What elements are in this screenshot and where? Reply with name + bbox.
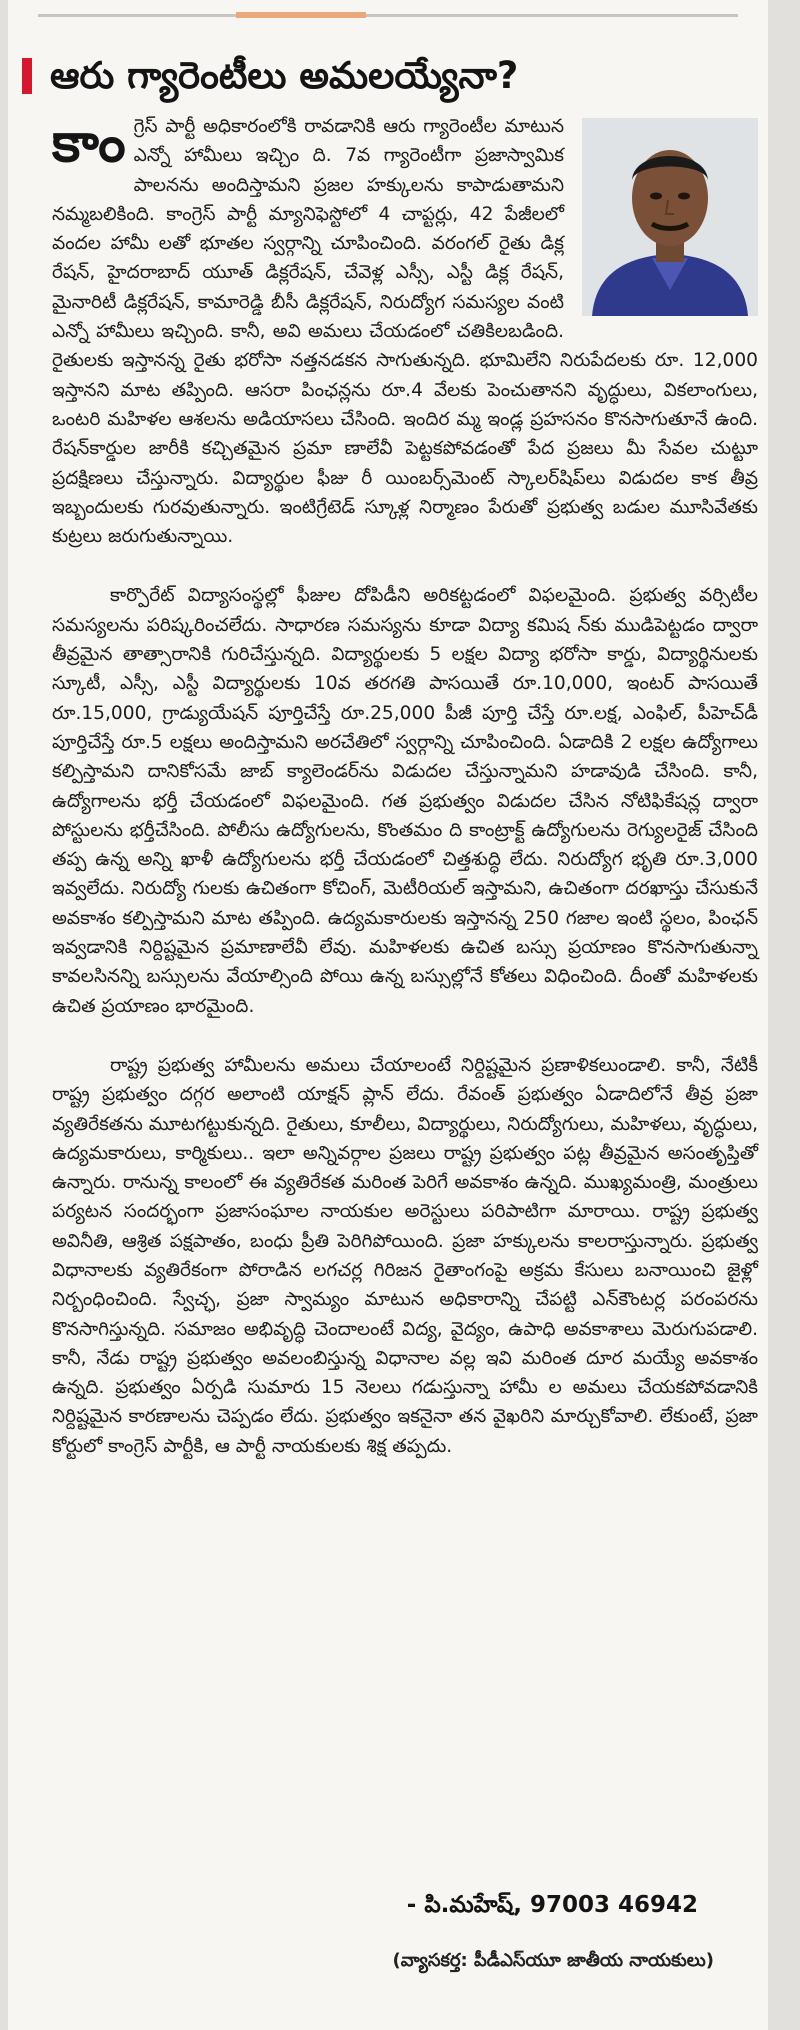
dropcap: కాం [52, 111, 126, 174]
headline-accent-bar [22, 58, 32, 94]
author-designation: (వ్యాసకర్త: పీడీఎస్‌యూ జాతీయ నాయకులు) [392, 1950, 714, 1971]
author-signature: - పి.మహేష్, 97003 46942 [406, 1892, 698, 1918]
author-photo [582, 118, 758, 316]
paragraph-2: కార్పొరేట్ విద్యాసంస్థల్లో ఫీజుల దోపిడీని అరికట్టడంలో విఫలమైంది. ప్రభుత్వ వర్సిటీల సమస్యలను పరిష్కరించలేదు. సాధారణ సమస్యను కూడా విద్యా కమిష న్‌కు ముడిపెట్టడం ద్వారా తీవ్రమైన తాత్సారానికి గురిచేస్తున్నది. విద్యార్థులకు 5 లక్షల విద్యా భరోసా కార్డు, విద్యార్థినులకు స్కూటీ, ఎస్సీ, ఎస్టీ విద్యార్థులకు 10వ తరగతి పాసయితే రూ.10,000, ఇంటర్ పాసయితే రూ.15,000, గ్రాడ్యుయేషన్ పూర్తిచేస్తే రూ.25,000 పీజీ పూర్తి చేస్తే రూ.లక్ష, ఎంఫిల్, పీహెచ్‌డీ పూర్తిచేస్తే రూ.5 లక్షలు అందిస్తామని అరచేతిలో స్వర్గాన్ని చూపించింది. ఏడాదికి 2 లక్షల ఉద్యోగాలు కల్పిస్తామని దానికోసమే జాబ్ క్యాలెండర్‌ను విడుదల చేస్తున్నామని హడావుడి చేసింది. కానీ, ఉద్యోగాలను భర్తీ చేయడంలో విఫలమైంది. గత ప్రభుత్వం విడుదల చేసిన నోటిఫికేషన్ల ద్వారా పోస్టులను భర్తీచేసింది. పోలీసు ఉద్యోగులను, కొంతమం ది కాంట్రాక్ట్ ఉద్యోగులను రెగ్యులరైజ్ చేసింది తప్ప ఉన్న అన్ని ఖాళీ ఉద్యోగులను భర్తీ చేయడంలో చిత్తశుద్ధి లేదు. నిరుద్యోగ భృతి రూ.3,000 ఇవ్వలేదు. నిరుద్యో గులకు ఉచితంగా కోచింగ్, మెటీరియల్ ఇస్తామని, ఉచితంగా దరఖాస్తు చేసుకునే అవకాశం కల్పిస్తామని మాట తప్పింది. ఉద్యమకారులకు ఇస్తానన్న 250 గజాల ఇంటి స్థలం, పింఛన్ ఇవ్వడానికి నిర్దిష్టమైన ప్రమాణాలేవీ లేవు. మహిళలకు ఉచిత బస్సు ప్రయాణం కొనసాగుతున్నా కావలసినన్ని బస్సులను వేయాల్సింది పోయి ఉన్న బస్సుల్లోనే కోతలు విధించింది. దీంతో మహిళలకు ఉచిత ప్రయాణం భారమైంది. [52, 585, 758, 1017]
paragraph-1: గ్రెస్ పార్టీ అధికారంలోకి రావడానికి ఆరు గ్యారెంటీల మాటున ఎన్నో హామీలు ఇచ్చిం ది. 7వ గ్యారెంటీగా ప్రజాస్వామిక పాలనను అందిస్తామని ప్రజల హక్కులను కాపాడుతామని నమ్మబలికింది. కాంగ్రెస్ పార్టీ మ్యానిఫెస్టోలో 4 చాప్టర్లు, 42 పేజీలలో వందల హామీ లతో భూతల స్వర్గాన్ని చూపించింది. వరంగల్ రైతు డిక్ల రేషన్, హైదరాబాద్ యూత్ డిక్లరేషన్, చేవెళ్ల ఎస్సీ, ఎస్టీ డిక్ల రేషన్, మైనారిటీ డిక్లరేషన్, కామారెడ్డి బీసీ డిక్లరేషన్, నిరుద్యోగ సమస్యల వంటి ఎన్నో హామీలు ఇచ్చింది. కానీ, అవి అమలు చేయడంలో చతికిలబడింది. రైతులకు ఇస్తానన్న రైతు భరోసా నత్తనడకన సాగుతున్నది. భూమిలేని నిరుపేదలకు రూ. 12,000 ఇస్తానని మాట తప్పింది. ఆసరా పింఛన్లను రూ.4 వేలకు పెంచుతానని వృద్ధులు, వికలాంగులు, ఒంటరి మహిళల ఆశలను అడియాసలు చేసింది. ఇందిర మ్మ ఇండ్ల ప్రహసనం కొనసాగుతూనే ఉంది. రేషన్‌కార్డుల జారీకి కచ్చితమైన ప్రమా ణాలేవీ పెట్టకపోవడంతో పేద ప్రజలు మీ సేవల చుట్టూ ప్రదక్షిణలు చేస్తున్నారు. విద్యార్థుల ఫీజు రీ యింబర్స్‌మెంట్ స్కాలర్‌షిప్‌లు విడుదల కాక తీవ్ర ఇబ్బందులకు గురవుతున్నారు. ఇంటిగ్రేటెడ్ స్కూళ్ల నిర్మాణం పేరుతో ప్రభుత్వ బడుల మూసివేతకు కుట్రలు జరుగుతున్నాయి. [52, 116, 758, 548]
paragraph-3: రాష్ట్ర ప్రభుత్వ హామీలను అమలు చేయాలంటే నిర్దిష్టమైన ప్రణాళికలుండాలి. కానీ, నేటికీ రాష్ట్ర ప్రభుత్వం దగ్గర అలాంటి యాక్షన్ ప్లాన్ లేదు. రేవంత్ ప్రభుత్వం ఏడాదిలోనే తీవ్ర ప్రజా వ్యతిరేకతను మూటగట్టుకున్నది. రైతులు, కూలీలు, విద్యార్థులు, నిరుద్యోగులు, మహిళలు, వృద్ధులు, ఉద్యమకారులు, కార్మికులు.. ఇలా అన్నివర్గాల ప్రజలు రాష్ట్ర ప్రభుత్వం పట్ల తీవ్రమైన అసంతృప్తితో ఉన్నారు. రానున్న కాలంలో ఈ వ్యతిరేకత మరింత పెరిగే అవకాశం ఉన్నది. ముఖ్యమంత్రి, మంత్రులు పర్యటన సందర్భంగా ప్రజాసంఘాల నాయకుల అరెస్టులు పరిపాటిగా మారాయి. రాష్ట్ర ప్రభుత్వ అవినీతి, ఆశ్రిత పక్షపాతం, బంధు ప్రీతి పెరిగిపోయింది. ప్రజా హక్కులను కాలరాస్తున్నారు. ప్రభుత్వ విధానాలకు వ్యతిరేకంగా పోరాడిన లగచర్ల గిరిజన రైతాంగంపై అక్రమ కేసులు బనాయించి జైళ్లో నిర్బంధించింది. స్వేచ్ఛ, ప్రజా స్వామ్యం మాటున అధికారాన్ని చేపట్టి ఎన్‌కౌంటర్ల పరంపరను కొనసాగిస్తున్నది. సమాజం అభివృద్ధి చెందాలంటే విద్య, వైద్యం, ఉపాధి అవకాశాలు మెరుగుపడాలి. కానీ, నేడు రాష్ట్ర ప్రభుత్వం అవలంబిస్తున్న విధానాల వల్ల ఇవి మరింత దూర మయ్యే అవకాశం ఉన్నది. ప్రభుత్వం ఏర్పడి సుమారు 15 నెలలు గడుస్తున్నా హామీ ల అమలు చేయకపోవడానికి నిర్దిష్టమైన కారణాలను చెప్పడం లేదు. ప్రభుత్వం ఇకనైనా తన వైఖరిని మార్చుకోవాలి. లేకుంటే, ప్రజా కోర్టులో కాంగ్రెస్ పార్టీకి, ఆ పార్టీ నాయకులకు శిక్ష తప్పదు. [52, 1054, 758, 1457]
newspaper-clipping [8, 0, 768, 2030]
top-divider-accent [236, 12, 366, 18]
article-body [52, 112, 758, 1491]
headline: ఆరు గ్యారెంటీలు అమలయ్యేనా? [50, 54, 519, 97]
top-divider [38, 14, 738, 17]
